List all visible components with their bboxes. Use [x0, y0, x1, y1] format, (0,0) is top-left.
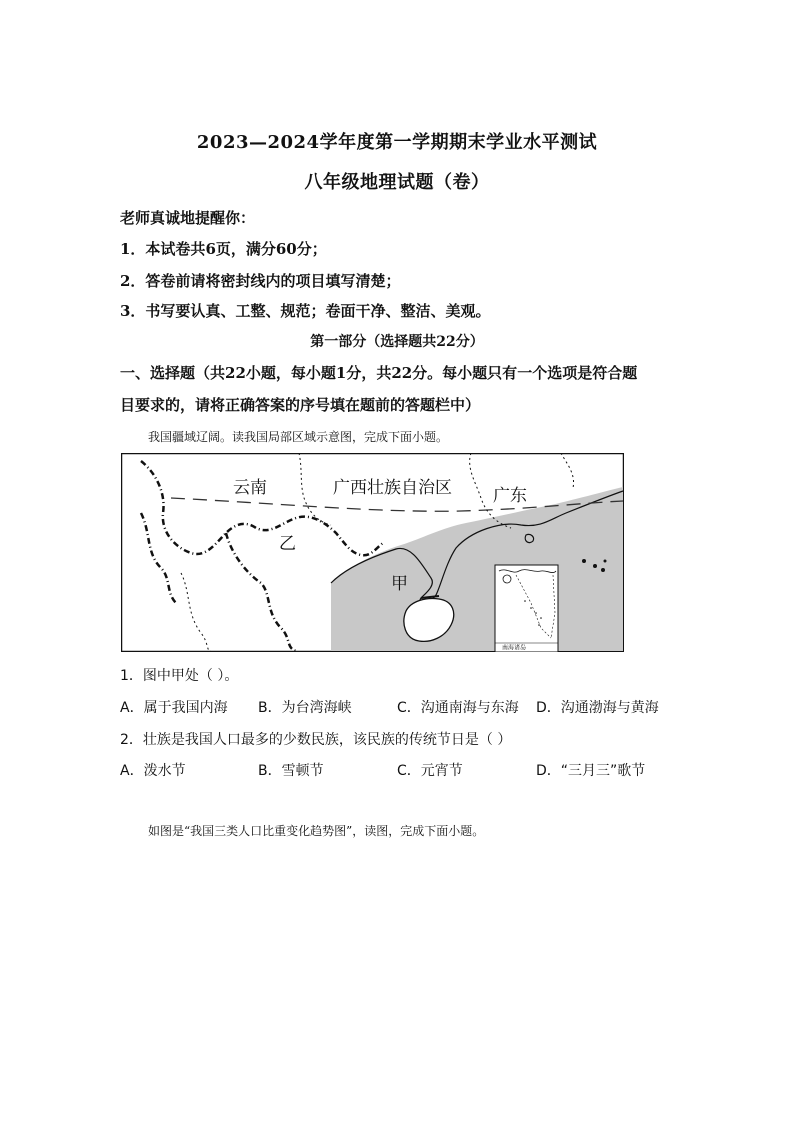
island-dot-3	[601, 568, 605, 572]
inset-frame	[495, 565, 558, 652]
label-guangxi: 广西壮族自治区	[333, 478, 452, 498]
q1-option-c[interactable]: C．沟通南海与东海	[397, 700, 519, 716]
q1-option-b[interactable]: B．为台湾海峡	[258, 700, 352, 716]
inset-dot-3	[535, 612, 537, 614]
label-guangdong: 广东	[493, 486, 527, 506]
label-yi: 乙	[279, 534, 296, 554]
q2-option-d[interactable]: D．“三月三”歌节	[536, 763, 646, 779]
reminder-heading: 老师真诚地提醒你：	[120, 209, 256, 227]
inset-dot-5	[538, 624, 540, 626]
label-yunnan: 云南	[233, 478, 267, 498]
inset-label: 南海诸岛	[502, 644, 527, 652]
q1-option-d[interactable]: D．沟通渤海与黄海	[536, 700, 659, 716]
reminder-item-2: 2．答卷前请将密封线内的项目填写清楚；	[120, 272, 401, 290]
island-dot-1	[582, 559, 586, 563]
island-dot-2	[593, 564, 597, 568]
reminder-item-1: 1．本试卷共6页，满分60分；	[120, 240, 327, 258]
inset-dot-1	[524, 600, 526, 602]
exam-title: 2023—2024学年度第一学期期末学业水平测试	[196, 132, 598, 153]
part1-title: 第一部分（选择题共22分）	[310, 334, 484, 350]
inset-dot-4	[540, 617, 542, 619]
exam-subtitle: 八年级地理试题（卷）	[304, 172, 490, 193]
regional-map	[121, 453, 624, 652]
q1-option-a[interactable]: A．属于我国内海	[120, 700, 228, 716]
label-jia: 甲	[391, 574, 408, 594]
part1-instruction-line1: 一、选择题（共22小题，每小题1分，共22分。每小题只有一个选项是符合题	[120, 364, 638, 382]
group1-intro: 我国疆域辽阔。读我国局部区域示意图，完成下面小题。	[148, 430, 449, 444]
inset-dot-2	[530, 607, 532, 609]
q2-option-a[interactable]: A．泼水节	[120, 763, 186, 779]
q2-option-c[interactable]: C．元宵节	[397, 763, 463, 779]
question-1-stem: 1．图中甲处（ ）。	[120, 668, 239, 684]
group2-intro: 如图是“我国三类人口比重变化趋势图”，读图，完成下面小题。	[148, 824, 485, 838]
part1-instruction-line2: 目要求的，请将正确答案的序号填在题前的答题栏中）	[120, 396, 481, 414]
reminder-item-3: 3．书写要认真、工整、规范；卷面干净、整洁、美观。	[120, 302, 491, 320]
question-2-stem: 2．壮族是我国人口最多的少数民族，该民族的传统节日是（ ）	[120, 732, 512, 748]
island-dot-4	[604, 560, 607, 563]
q2-option-b[interactable]: B．雪顿节	[258, 763, 324, 779]
